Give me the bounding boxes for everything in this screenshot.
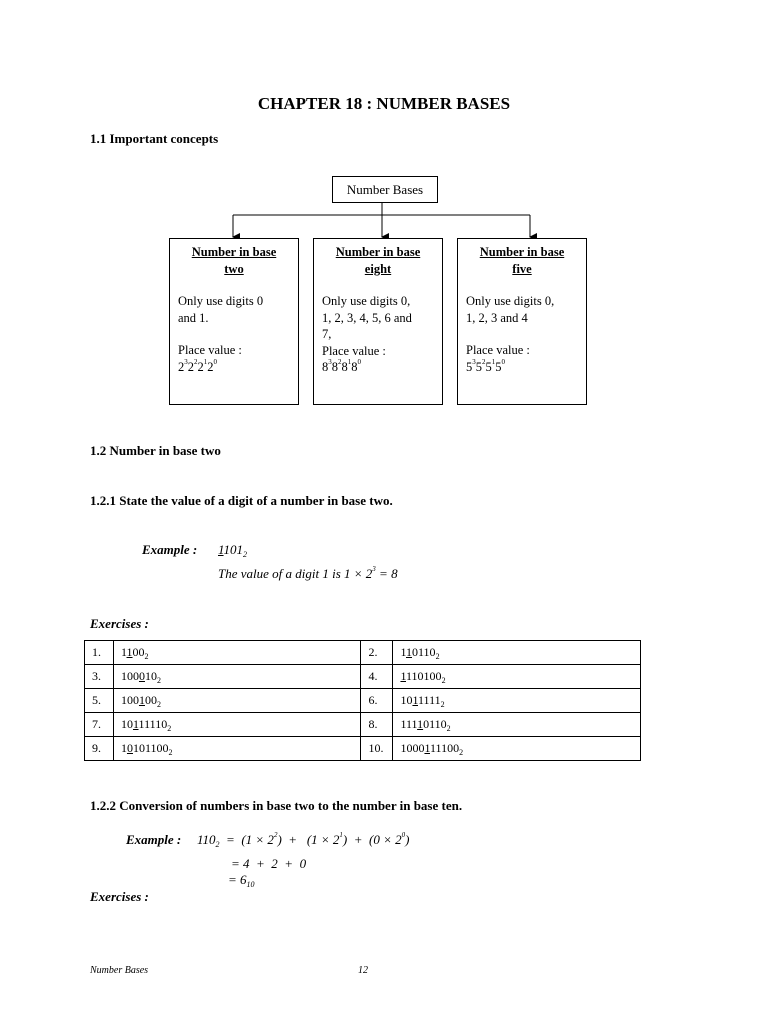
base-eight-desc-line1: Only use digits 0, (322, 294, 411, 308)
exercise-value: $1000111100_2$ (393, 737, 641, 761)
example-1-statement: The value of a digit 1 is $1 \times 2^3 = 8$ (218, 565, 398, 581)
table-row (85, 737, 641, 761)
chapter-title: CHAPTER 18 : NUMBER BASES (257, 94, 511, 113)
exercise-value: $1110100_2$ (393, 665, 641, 689)
exercises-label: Exercises : (90, 616, 149, 631)
exercises-label-2: Exercises : (90, 889, 149, 904)
base-two-title-line2: two (224, 261, 244, 276)
base-five-place-values: $5^35^25^15^0$ (466, 357, 505, 374)
base-five-desc-line2: 1, 2, 3 and 4 (466, 310, 528, 325)
base-eight-place-values: $8^38^28^18^0$ (322, 358, 361, 374)
exercise-number: 8. (361, 713, 393, 737)
exercise-number: 6. (361, 689, 393, 713)
exercise-number: 1. (85, 641, 114, 665)
example-1-number: $1101_2$ (218, 542, 248, 559)
example-2-line2: = 4 + 2 + 0 (231, 856, 307, 871)
base-five-place-value-label: Place value : (466, 343, 530, 357)
exercise-number: 2. (361, 641, 393, 665)
base-eight-place-value-label: Place value : (322, 343, 386, 358)
table-row (85, 641, 641, 665)
exercise-value: $100100_2$ (113, 689, 361, 713)
exercise-value: $10111110_2$ (113, 713, 361, 737)
base-eight-desc-line3: 7, (322, 327, 332, 341)
example-2-expansion: $110_2 = (1 \times 2^2) + (1 \times 2^1) + (0 \times 2^0)$ (197, 831, 410, 849)
exercise-value: $11110110_2$ (393, 713, 641, 737)
base-two-place-value-label: Place value : (178, 343, 242, 357)
exercise-number: 3. (85, 665, 114, 689)
number-bases-box: Number Bases (332, 176, 438, 203)
section-1-2-2-heading: 1.2.2 Conversion of numbers in base two to the number in base ten. (90, 798, 463, 813)
table-row (85, 713, 641, 737)
base-two-desc-line2: and 1. (178, 310, 209, 325)
example-1-label: Example : (142, 542, 198, 557)
footer-page-number: 12 (358, 965, 368, 976)
exercise-number: 4. (361, 665, 393, 689)
section-1-1-heading: 1.1 Important concepts (90, 131, 219, 146)
exercises-table (84, 640, 641, 761)
base-two-desc-line1: Only use digits 0 (178, 294, 264, 308)
section-1-2-1-heading: 1.2.1 State the value of a digit of a number in base two. (90, 493, 393, 508)
base-two-title-line1: Number in base (191, 245, 277, 259)
example-2-label: Example : (126, 832, 182, 847)
exercise-number: 5. (85, 689, 114, 713)
base-two-place-values: $2^32^22^12^0$ (178, 357, 217, 374)
section-1-2-heading: 1.2 Number in base two (90, 443, 221, 458)
exercise-value: $1011111_2$ (393, 689, 641, 713)
base-five-desc-line1: Only use digits 0, (466, 294, 555, 308)
base-eight-box (313, 238, 443, 405)
base-five-box (457, 238, 587, 405)
exercise-value: $1100_2$ (113, 641, 361, 665)
exercise-number: 10. (361, 737, 393, 761)
example-2-result: = $6_{10}$ (228, 872, 255, 889)
exercise-value: $110110_2$ (393, 641, 641, 665)
base-eight-desc-line2: 1, 2, 3, 4, 5, 6 and (322, 310, 412, 325)
base-eight-title-line2: eight (364, 261, 392, 276)
exercise-value: $100010_2$ (113, 665, 361, 689)
base-eight-title-line1: Number in base (335, 245, 421, 259)
table-row (85, 689, 641, 713)
exercise-number: 7. (85, 713, 114, 737)
footer-title: Number Bases (90, 965, 149, 976)
base-two-box (169, 238, 299, 405)
base-five-title-line2: five (512, 261, 532, 276)
exercise-value: $10101100_2$ (113, 737, 361, 761)
table-row (85, 665, 641, 689)
exercise-number: 9. (85, 737, 114, 761)
base-five-title-line1: Number in base (479, 245, 565, 259)
